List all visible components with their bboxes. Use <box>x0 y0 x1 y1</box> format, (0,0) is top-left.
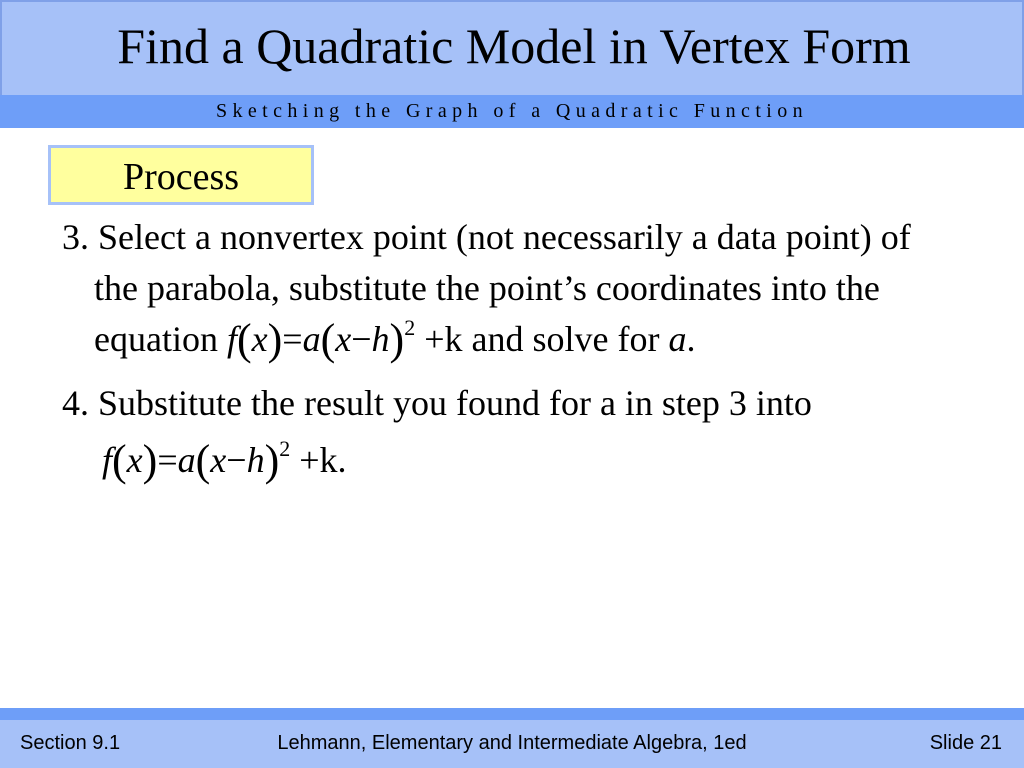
step-3-period: . <box>686 319 696 359</box>
slide-title: Find a Quadratic Model in Vertex Form <box>117 18 911 74</box>
eq-exponent: 2 <box>404 315 416 340</box>
eq2-exponent: 2 <box>279 436 291 461</box>
eq2-minus: − <box>226 440 247 480</box>
footer-slide-number: Slide 21 <box>929 732 1002 754</box>
step-3-tail: and solve for <box>462 319 669 359</box>
slide-subtitle: Sketching the Graph of a Quadratic Function <box>215 100 809 122</box>
eq-h: h <box>371 319 390 359</box>
footer-book: Lehmann, Elementary and Intermediate Algebra, 1ed <box>277 732 747 754</box>
eq-f: f <box>226 319 237 359</box>
vertex-form-equation: $f(x)=a(x-h)^2$ <box>226 315 416 364</box>
footer-bar <box>0 720 1024 768</box>
eq2-h: h <box>246 440 265 480</box>
eq-a: a <box>302 319 321 359</box>
step-4-eq-suffix: +k. <box>290 440 347 480</box>
step-3-eq-suffix: +k <box>415 319 463 359</box>
step-4-text: 4. Substitute the result you found for a in step 3 into <box>62 383 812 423</box>
footer-section: Section 9.1 <box>20 732 121 754</box>
eq2-f: f <box>102 440 113 480</box>
eq2-x2: x <box>210 440 227 480</box>
step-3-text: 3. Select a nonvertex point (not necessarily a data point) of the parabola, substitute the point’s coordinates into the equation <box>62 217 911 359</box>
eq-x2: x <box>335 319 352 359</box>
vertex-form-equation-2: $f(x)=a(x-h)^2$ <box>102 436 291 485</box>
step-3 <box>62 212 962 369</box>
step-4-equation-line <box>62 435 962 490</box>
slide-content <box>62 212 962 490</box>
eq2-a: a <box>177 440 196 480</box>
eq2-equals: = <box>157 440 178 480</box>
process-label-box <box>48 145 314 205</box>
eq-equals: = <box>282 319 303 359</box>
step-3-var-a: a <box>668 319 687 359</box>
footer <box>0 708 1024 768</box>
step-4 <box>62 378 962 429</box>
eq-x: x <box>251 319 268 359</box>
subtitle-bar <box>0 95 1024 128</box>
eq-minus: − <box>351 319 372 359</box>
title-bar <box>0 0 1024 95</box>
process-label: Process <box>122 156 240 198</box>
eq2-x: x <box>126 440 143 480</box>
